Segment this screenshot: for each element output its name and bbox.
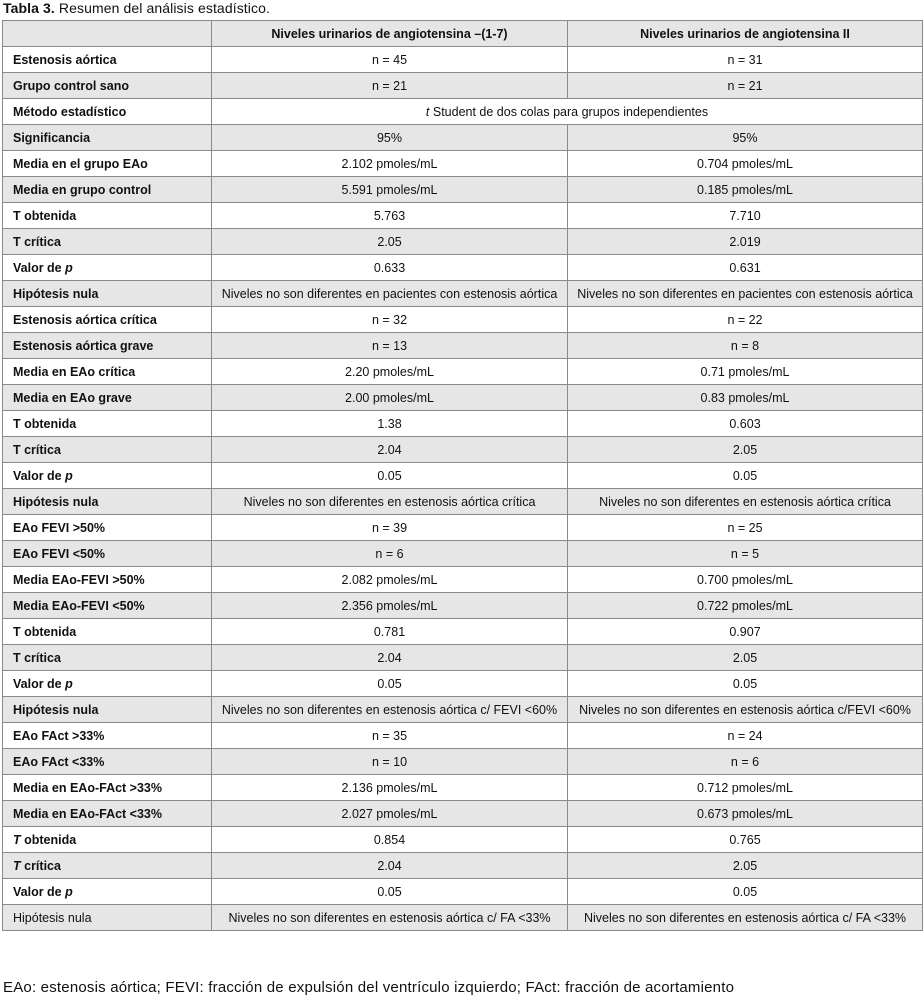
value-cell-angiotensin-1-7: Niveles no son diferentes en estenosis aórtica c/ FA <33%	[212, 905, 568, 931]
table-row	[3, 749, 923, 775]
merged-value-cell	[212, 99, 923, 125]
value-cell-angiotensin-1-7: 0.05	[212, 671, 568, 697]
row-label-text: Grupo control sano	[13, 78, 129, 93]
table-row	[3, 593, 923, 619]
row-label-text: Media EAo-FEVI <50%	[13, 598, 145, 613]
table-body	[3, 47, 923, 931]
value-cell-angiotensin-ii: 0.765	[568, 827, 923, 853]
row-label	[3, 489, 212, 515]
value-cell-angiotensin-1-7: 5.763	[212, 203, 568, 229]
value-cell-angiotensin-1-7: n = 45	[212, 47, 568, 73]
row-label	[3, 645, 212, 671]
table-row	[3, 515, 923, 541]
row-label-text: Valor de	[13, 468, 66, 483]
row-label	[3, 905, 212, 931]
table-row	[3, 827, 923, 853]
value-cell-angiotensin-ii: 0.71 pmoles/mL	[568, 359, 923, 385]
value-cell-angiotensin-ii: Niveles no son diferentes en pacientes con estenosis aórtica	[568, 281, 923, 307]
value-cell-angiotensin-ii: 0.185 pmoles/mL	[568, 177, 923, 203]
header-angiotensin-1-7: Niveles urinarios de angiotensina –(1-7)	[212, 21, 568, 47]
value-cell-angiotensin-1-7: n = 6	[212, 541, 568, 567]
value-cell-angiotensin-1-7: 2.136 pmoles/mL	[212, 775, 568, 801]
table-row	[3, 229, 923, 255]
row-label-text: Media en EAo-FAct >33%	[13, 780, 162, 795]
table-row	[3, 203, 923, 229]
header-angiotensin-ii: Niveles urinarios de angiotensina II	[568, 21, 923, 47]
table-row	[3, 879, 923, 905]
row-label-text: Hipótesis nula	[13, 702, 99, 717]
table-row	[3, 853, 923, 879]
row-label-text: Media en el grupo EAo	[13, 156, 148, 171]
value-cell-angiotensin-1-7: n = 35	[212, 723, 568, 749]
value-cell-angiotensin-ii: 0.907	[568, 619, 923, 645]
table-row	[3, 151, 923, 177]
value-cell-angiotensin-ii: Niveles no son diferentes en estenosis aórtica c/ FA <33%	[568, 905, 923, 931]
value-cell-angiotensin-ii: 0.700 pmoles/mL	[568, 567, 923, 593]
row-label	[3, 853, 212, 879]
row-label	[3, 281, 212, 307]
row-label	[3, 463, 212, 489]
row-label-text: EAo FEVI <50%	[13, 546, 106, 561]
row-label-italic: p	[65, 884, 73, 899]
value-cell-angiotensin-ii: 0.603	[568, 411, 923, 437]
row-label	[3, 151, 212, 177]
value-cell-angiotensin-ii: n = 24	[568, 723, 923, 749]
row-label	[3, 333, 212, 359]
value-cell-angiotensin-1-7: n = 10	[212, 749, 568, 775]
value-cell-angiotensin-ii: n = 25	[568, 515, 923, 541]
table-row	[3, 489, 923, 515]
value-cell-angiotensin-ii: Niveles no son diferentes en estenosis aórtica c/FEVI <60%	[568, 697, 923, 723]
row-label-text: crítica	[20, 858, 61, 873]
row-label	[3, 619, 212, 645]
row-label	[3, 801, 212, 827]
row-label	[3, 437, 212, 463]
row-label-text: Valor de	[13, 884, 66, 899]
value-cell-angiotensin-1-7: 2.05	[212, 229, 568, 255]
value-cell-angiotensin-1-7: Niveles no son diferentes en estenosis aórtica crítica	[212, 489, 568, 515]
value-cell-angiotensin-ii: n = 8	[568, 333, 923, 359]
table-row	[3, 619, 923, 645]
value-cell-angiotensin-1-7: 0.854	[212, 827, 568, 853]
table-row	[3, 463, 923, 489]
value-cell-angiotensin-ii: 0.05	[568, 463, 923, 489]
row-label	[3, 411, 212, 437]
table-row	[3, 671, 923, 697]
row-label-text: T crítica	[13, 234, 61, 249]
row-label	[3, 73, 212, 99]
row-label-text: Media en EAo-FAct <33%	[13, 806, 162, 821]
value-cell-angiotensin-1-7: n = 39	[212, 515, 568, 541]
row-label	[3, 723, 212, 749]
footnote: EAo: estenosis aórtica; FEVI: fracción de expulsión del ventrículo izquierdo; FAct: fracción de acortamiento	[3, 979, 735, 996]
row-label	[3, 203, 212, 229]
row-label-text: Media en EAo grave	[13, 390, 132, 405]
value-cell-angiotensin-1-7: 2.356 pmoles/mL	[212, 593, 568, 619]
row-label	[3, 515, 212, 541]
row-label-text: Hipótesis nula	[13, 286, 99, 301]
row-label-text: Valor de	[13, 260, 66, 275]
value-cell-angiotensin-1-7: 2.04	[212, 645, 568, 671]
table-row	[3, 73, 923, 99]
value-cell-angiotensin-ii: n = 31	[568, 47, 923, 73]
table-row	[3, 723, 923, 749]
value-cell-angiotensin-1-7: 2.04	[212, 853, 568, 879]
table-row	[3, 385, 923, 411]
row-label-text: T obtenida	[13, 624, 77, 639]
row-label	[3, 749, 212, 775]
row-label	[3, 541, 212, 567]
row-label	[3, 879, 212, 905]
value-cell-angiotensin-ii: n = 22	[568, 307, 923, 333]
row-label	[3, 359, 212, 385]
row-label-text: Hipótesis nula	[13, 494, 99, 509]
value-cell-angiotensin-ii: 0.83 pmoles/mL	[568, 385, 923, 411]
row-label-italic: p	[65, 676, 73, 691]
table-row	[3, 47, 923, 73]
value-cell-angiotensin-1-7: 0.633	[212, 255, 568, 281]
value-cell-angiotensin-ii: n = 5	[568, 541, 923, 567]
value-cell-angiotensin-1-7: 2.20 pmoles/mL	[212, 359, 568, 385]
value-cell-angiotensin-1-7: n = 32	[212, 307, 568, 333]
merged-value-text: Student de dos colas para grupos independientes	[429, 104, 709, 119]
value-cell-angiotensin-1-7: 0.05	[212, 879, 568, 905]
row-label	[3, 99, 212, 125]
value-cell-angiotensin-1-7: 2.082 pmoles/mL	[212, 567, 568, 593]
table-row	[3, 99, 923, 125]
value-cell-angiotensin-1-7: n = 21	[212, 73, 568, 99]
value-cell-angiotensin-ii: 0.631	[568, 255, 923, 281]
value-cell-angiotensin-1-7: 2.00 pmoles/mL	[212, 385, 568, 411]
row-label-text: T crítica	[13, 442, 61, 457]
row-label	[3, 827, 212, 853]
table-row	[3, 437, 923, 463]
table-row	[3, 177, 923, 203]
merged-value-italic: t	[425, 104, 430, 119]
row-label	[3, 307, 212, 333]
row-label	[3, 177, 212, 203]
table-row	[3, 801, 923, 827]
row-label-text: EAo FAct <33%	[13, 754, 105, 769]
value-cell-angiotensin-1-7: 1.38	[212, 411, 568, 437]
row-label	[3, 671, 212, 697]
table-row	[3, 359, 923, 385]
value-cell-angiotensin-1-7: 0.781	[212, 619, 568, 645]
value-cell-angiotensin-1-7: 0.05	[212, 463, 568, 489]
statistics-table	[2, 20, 923, 931]
value-cell-angiotensin-ii: n = 6	[568, 749, 923, 775]
value-cell-angiotensin-1-7: 5.591 pmoles/mL	[212, 177, 568, 203]
row-label-text: obtenida	[20, 832, 77, 847]
row-label-text: Estenosis aórtica	[13, 52, 117, 67]
row-label-text: T crítica	[13, 650, 61, 665]
row-label-italic: T	[13, 832, 21, 847]
table-row	[3, 125, 923, 151]
table-row	[3, 281, 923, 307]
table-caption	[3, 0, 270, 16]
value-cell-angiotensin-1-7: Niveles no son diferentes en estenosis aórtica c/ FEVI <60%	[212, 697, 568, 723]
row-label-text: Significancia	[13, 130, 91, 145]
value-cell-angiotensin-ii: n = 21	[568, 73, 923, 99]
table-row	[3, 775, 923, 801]
table-row	[3, 541, 923, 567]
value-cell-angiotensin-ii: 0.673 pmoles/mL	[568, 801, 923, 827]
value-cell-angiotensin-ii: 0.704 pmoles/mL	[568, 151, 923, 177]
header-empty-cell	[3, 21, 212, 47]
row-label-text: T obtenida	[13, 416, 77, 431]
value-cell-angiotensin-ii: 7.710	[568, 203, 923, 229]
row-label	[3, 775, 212, 801]
row-label-text: Estenosis aórtica grave	[13, 338, 154, 353]
value-cell-angiotensin-ii: 0.05	[568, 879, 923, 905]
row-label-italic: p	[65, 468, 73, 483]
row-label-text: Hipótesis nula	[13, 910, 92, 925]
value-cell-angiotensin-ii: 2.019	[568, 229, 923, 255]
row-label-text: Estenosis aórtica crítica	[13, 312, 157, 327]
table-row	[3, 697, 923, 723]
table-row	[3, 307, 923, 333]
row-label	[3, 567, 212, 593]
table-row	[3, 567, 923, 593]
value-cell-angiotensin-ii: 2.05	[568, 853, 923, 879]
value-cell-angiotensin-1-7: n = 13	[212, 333, 568, 359]
value-cell-angiotensin-1-7: 95%	[212, 125, 568, 151]
value-cell-angiotensin-ii: 2.05	[568, 645, 923, 671]
value-cell-angiotensin-ii: 0.05	[568, 671, 923, 697]
table-row	[3, 645, 923, 671]
caption-text: Resumen del análisis estadístico.	[54, 0, 270, 16]
row-label-text: Media EAo-FEVI >50%	[13, 572, 145, 587]
value-cell-angiotensin-1-7: 2.04	[212, 437, 568, 463]
table-row	[3, 411, 923, 437]
value-cell-angiotensin-ii: 95%	[568, 125, 923, 151]
row-label-text: T obtenida	[13, 208, 77, 223]
table-row	[3, 905, 923, 931]
value-cell-angiotensin-1-7: 2.027 pmoles/mL	[212, 801, 568, 827]
row-label-text: Método estadístico	[13, 104, 127, 119]
row-label-text: Media en grupo control	[13, 182, 152, 197]
value-cell-angiotensin-ii: Niveles no son diferentes en estenosis aórtica crítica	[568, 489, 923, 515]
row-label	[3, 229, 212, 255]
row-label-text: Media en EAo crítica	[13, 364, 136, 379]
row-label	[3, 125, 212, 151]
row-label	[3, 385, 212, 411]
row-label	[3, 593, 212, 619]
table-row	[3, 255, 923, 281]
row-label	[3, 697, 212, 723]
row-label-text: EAo FAct >33%	[13, 728, 105, 743]
table-row	[3, 333, 923, 359]
row-label-italic: T	[13, 858, 21, 873]
header-row	[3, 21, 923, 47]
row-label	[3, 255, 212, 281]
caption-label: Tabla 3.	[3, 0, 55, 16]
row-label	[3, 47, 212, 73]
value-cell-angiotensin-ii: 0.712 pmoles/mL	[568, 775, 923, 801]
value-cell-angiotensin-1-7: Niveles no son diferentes en pacientes con estenosis aórtica	[212, 281, 568, 307]
row-label-text: EAo FEVI >50%	[13, 520, 106, 535]
row-label-italic: p	[65, 260, 73, 275]
value-cell-angiotensin-ii: 0.722 pmoles/mL	[568, 593, 923, 619]
value-cell-angiotensin-ii: 2.05	[568, 437, 923, 463]
row-label-text: Valor de	[13, 676, 66, 691]
value-cell-angiotensin-1-7: 2.102 pmoles/mL	[212, 151, 568, 177]
